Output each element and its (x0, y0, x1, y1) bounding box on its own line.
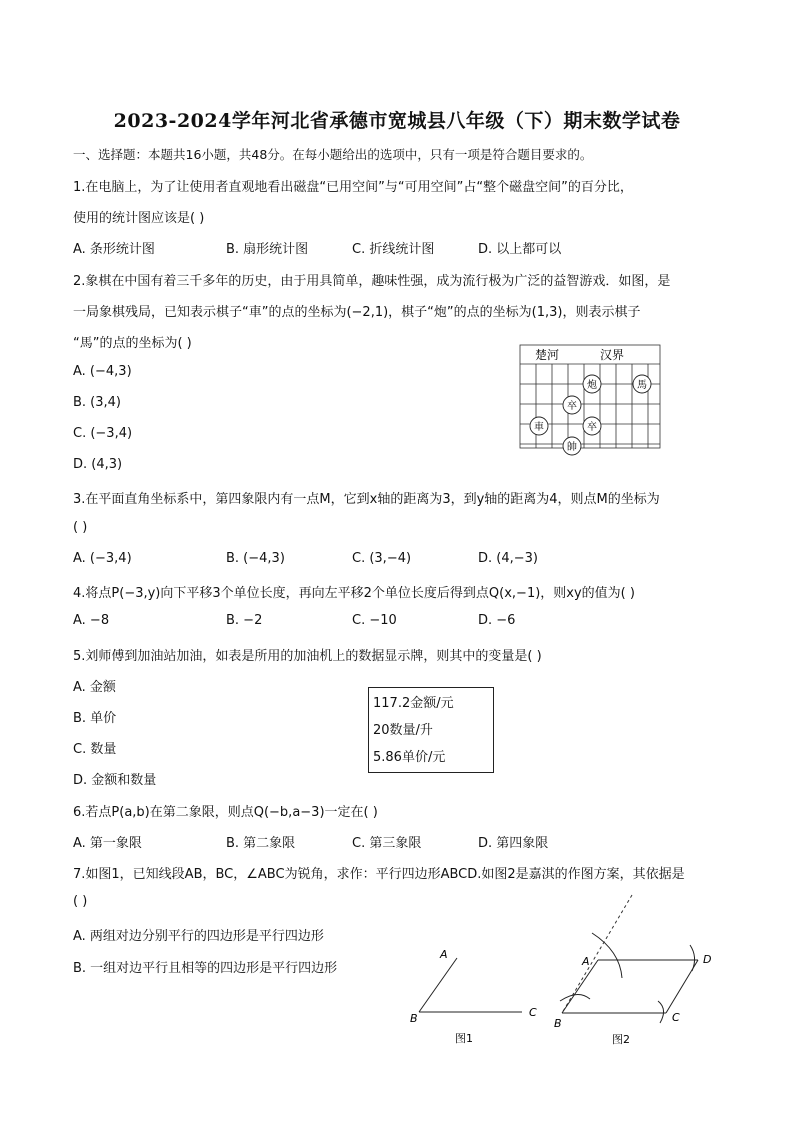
q6-option-b: B. 第二象限 (226, 836, 296, 851)
q4-option-a: A. −8 (73, 613, 110, 628)
q7-option-a: A. 两组对边分别平行的四边形是平行四边形 (73, 929, 324, 944)
q7-line2: ( ) (73, 894, 88, 909)
board-label-hanjie: 汉界 (600, 348, 625, 362)
caption-fig2: 图2 (612, 1033, 630, 1046)
chess-piece-ju (530, 417, 548, 435)
segment-ba (562, 960, 598, 1013)
q1-line2: 使用的统计图应该是( ) (73, 211, 205, 226)
chess-piece-zu-lower (583, 417, 601, 435)
display-amount: 117.2金额/元 (373, 696, 454, 711)
fuel-pump-display (368, 687, 494, 773)
label-b: B (554, 1017, 562, 1030)
q2-line3: “馬”的点的坐标为( ) (73, 336, 192, 351)
segment-ab (419, 958, 457, 1012)
figure-1 (404, 940, 554, 1050)
q3-line1: 3.在平面直角坐标系中，第四象限内有一点M，它到x轴的距离为3，到y轴的距离为4，则点M的坐标为 (73, 492, 660, 507)
q1-option-b: B. 扇形统计图 (226, 242, 309, 257)
chess-piece-pao (583, 375, 601, 393)
q1-option-a: A. 条形统计图 (73, 242, 155, 257)
q6-option-a: A. 第一象限 (73, 836, 142, 851)
q2-option-b: B. (3,4) (73, 395, 122, 410)
q6-option-c: C. 第三象限 (352, 836, 422, 851)
label-a: A (582, 955, 590, 968)
piece-label: 馬 (637, 380, 647, 391)
q5-option-c: C. 数量 (73, 742, 117, 757)
q2-option-c: C. (−3,4) (73, 426, 133, 441)
piece-label: 炮 (587, 380, 597, 391)
arc-angle-bottom (560, 994, 590, 1001)
q4-option-d: D. −6 (478, 613, 516, 628)
exam-title: 2023-2024学年河北省承德市宽城县八年级（下）期末数学试卷 (113, 110, 681, 132)
piece-label: 卒 (567, 401, 577, 412)
arc-angle-top (592, 933, 622, 978)
board-label-chuhe: 楚河 (535, 348, 560, 362)
q3-line2: ( ) (73, 520, 88, 535)
q6-option-d: D. 第四象限 (478, 836, 549, 851)
figure-2 (548, 893, 728, 1053)
q4-line1: 4.将点P(−3,y)向下平移3个单位长度，再向左平移2个单位长度后得到点Q(x,−1)，则xy的值为( ) (73, 586, 635, 601)
chess-piece-ma (633, 375, 651, 393)
display-unit-price: 5.86单价/元 (373, 750, 446, 765)
q4-option-c: C. −10 (352, 613, 397, 628)
label-c: C (529, 1006, 537, 1019)
label-c: C (672, 1011, 680, 1024)
arc-c (658, 1001, 664, 1023)
q1-line1: 1.在电脑上，为了让使用者直观地看出磁盘“已用空间”与“可用空间”占“整个磁盘空间”的百分比， (73, 180, 633, 195)
label-b: B (410, 1012, 418, 1025)
q6-line1: 6.若点P(a,b)在第二象限，则点Q(−b,a−3)一定在( ) (73, 805, 378, 820)
piece-label: 帥 (567, 442, 577, 453)
q4-option-b: B. −2 (226, 613, 263, 628)
q1-option-c: C. 折线统计图 (352, 242, 435, 257)
chess-board-figure (515, 342, 665, 460)
q7-option-b: B. 一组对边平行且相等的四边形是平行四边形 (73, 961, 338, 976)
q2-line1: 2.象棋在中国有着三千多年的历史，由于用具简单，趣味性强，成为流行极为广泛的益智游戏．如图，是 (73, 274, 671, 289)
label-a: A (440, 948, 448, 961)
q5-option-d: D. 金额和数量 (73, 773, 157, 788)
q1-option-d: D. 以上都可以 (478, 242, 562, 257)
section-heading: 一、选择题：本题共16小题，共48分。在每小题给出的选项中，只有一项是符合题目要求的。 (73, 147, 593, 162)
q5-line1: 5.刘师傅到加油站加油，如表是所用的加油机上的数据显示牌，则其中的变量是( ) (73, 649, 542, 664)
chess-piece-shuai (563, 437, 581, 455)
q3-option-b: B. (−4,3) (226, 551, 285, 566)
label-d: D (703, 953, 712, 966)
chess-piece-zu-upper (563, 396, 581, 414)
display-quantity: 20数量/升 (373, 723, 433, 738)
piece-label: 卒 (587, 422, 597, 433)
q2-option-d: D. (4,3) (73, 457, 123, 472)
q5-option-b: B. 单价 (73, 711, 117, 726)
arc-d (690, 945, 695, 971)
q2-line2: 一局象棋残局，已知表示棋子“車”的点的坐标为(−2,1)，棋子“炮”的点的坐标为(1,3)，则表示棋子 (73, 305, 641, 320)
q3-option-d: D. (4,−3) (478, 551, 538, 566)
piece-label: 車 (534, 422, 544, 433)
q5-option-a: A. 金额 (73, 680, 116, 695)
q2-option-a: A. (−4,3) (73, 364, 132, 379)
caption-fig1: 图1 (455, 1032, 473, 1045)
q7-line1: 7.如图1，已知线段AB，BC，∠ABC为锐角，求作：平行四边形ABCD.如图2是嘉淇的作图方案，其依据是 (73, 867, 685, 882)
q3-option-c: C. (3,−4) (352, 551, 412, 566)
q3-option-a: A. (−3,4) (73, 551, 132, 566)
